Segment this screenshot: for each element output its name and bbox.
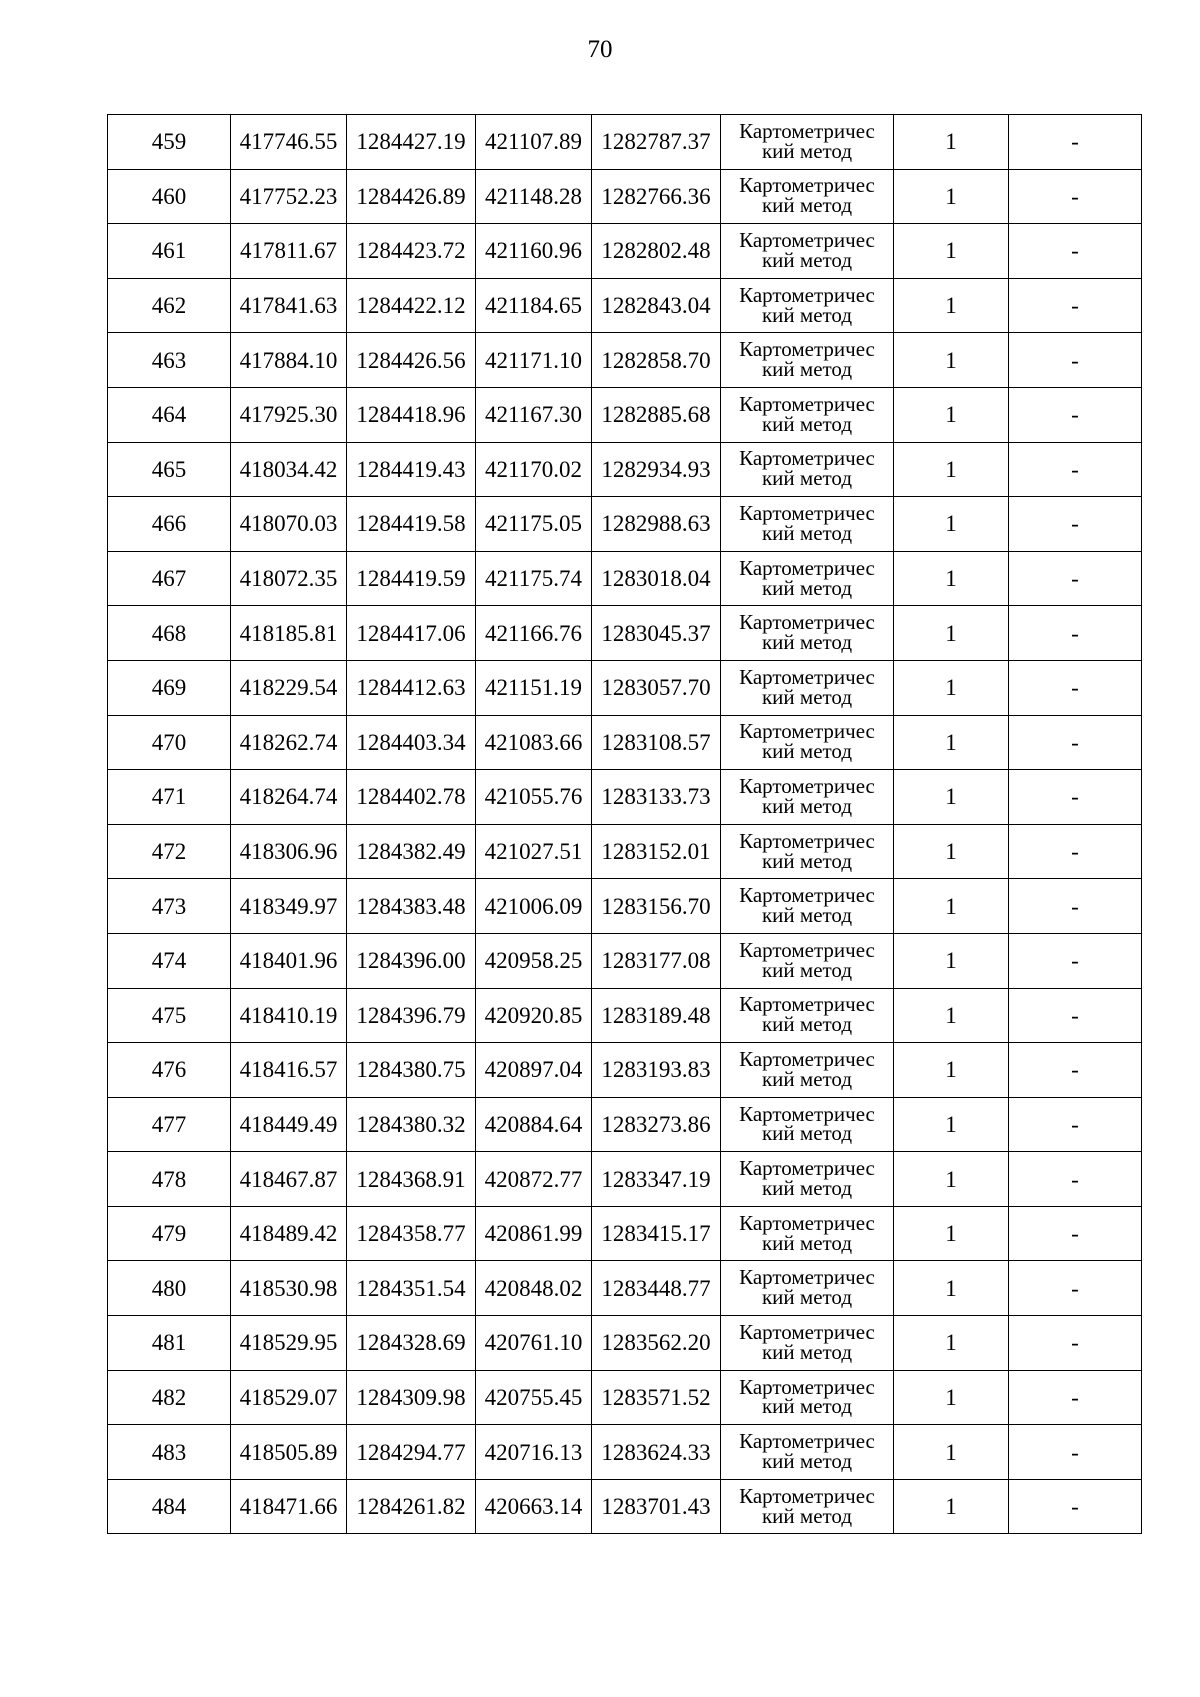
y-old-cell: 1284328.69: [347, 1316, 476, 1371]
x-old-cell: 418529.07: [231, 1370, 347, 1425]
point-number-cell: 463: [108, 333, 231, 388]
table-row: [108, 1261, 1142, 1316]
table-row: [108, 1479, 1142, 1534]
y-old-cell: 1284417.06: [347, 606, 476, 661]
method-cell: Картометричес кий метод: [721, 278, 894, 333]
x-new-cell: 421160.96: [476, 224, 592, 279]
note-cell: -: [1009, 879, 1142, 934]
y-new-cell: 1283347.19: [592, 1152, 721, 1207]
y-old-cell: 1284358.77: [347, 1206, 476, 1261]
x-new-cell: 421148.28: [476, 169, 592, 224]
x-new-cell: 420761.10: [476, 1316, 592, 1371]
y-old-cell: 1284261.82: [347, 1479, 476, 1534]
point-number-cell: 483: [108, 1425, 231, 1480]
point-number-cell: 466: [108, 497, 231, 552]
accuracy-cell: 1: [894, 442, 1009, 497]
x-new-cell: 421006.09: [476, 879, 592, 934]
y-old-cell: 1284294.77: [347, 1425, 476, 1480]
y-old-cell: 1284380.32: [347, 1097, 476, 1152]
note-cell: -: [1009, 551, 1142, 606]
x-new-cell: 421027.51: [476, 824, 592, 879]
accuracy-cell: 1: [894, 1479, 1009, 1534]
y-new-cell: 1283562.20: [592, 1316, 721, 1371]
x-new-cell: 420848.02: [476, 1261, 592, 1316]
y-old-cell: 1284426.56: [347, 333, 476, 388]
x-new-cell: 420755.45: [476, 1370, 592, 1425]
method-cell: Картометричес кий метод: [721, 770, 894, 825]
x-new-cell: 421170.02: [476, 442, 592, 497]
point-number-cell: 470: [108, 715, 231, 770]
method-cell: Картометричес кий метод: [721, 660, 894, 715]
method-cell: Картометричес кий метод: [721, 879, 894, 934]
y-new-cell: 1283057.70: [592, 660, 721, 715]
x-old-cell: 418229.54: [231, 660, 347, 715]
accuracy-cell: 1: [894, 497, 1009, 552]
y-new-cell: 1283045.37: [592, 606, 721, 661]
note-cell: -: [1009, 824, 1142, 879]
table-row: [108, 606, 1142, 661]
table-body: [108, 115, 1142, 1534]
table-row: [108, 1316, 1142, 1371]
x-old-cell: 418467.87: [231, 1152, 347, 1207]
table-row: [108, 824, 1142, 879]
table-row: [108, 169, 1142, 224]
y-old-cell: 1284422.12: [347, 278, 476, 333]
y-old-cell: 1284426.89: [347, 169, 476, 224]
note-cell: -: [1009, 1425, 1142, 1480]
x-old-cell: 418349.97: [231, 879, 347, 934]
y-new-cell: 1282934.93: [592, 442, 721, 497]
table-row: [108, 1370, 1142, 1425]
x-old-cell: 418410.19: [231, 988, 347, 1043]
accuracy-cell: 1: [894, 1261, 1009, 1316]
method-cell: Картометричес кий метод: [721, 333, 894, 388]
y-old-cell: 1284403.34: [347, 715, 476, 770]
y-new-cell: 1282885.68: [592, 387, 721, 442]
point-number-cell: 460: [108, 169, 231, 224]
method-cell: Картометричес кий метод: [721, 1261, 894, 1316]
method-cell: Картометричес кий метод: [721, 824, 894, 879]
x-old-cell: 418070.03: [231, 497, 347, 552]
note-cell: -: [1009, 497, 1142, 552]
method-cell: Картометричес кий метод: [721, 988, 894, 1043]
y-old-cell: 1284402.78: [347, 770, 476, 825]
point-number-cell: 477: [108, 1097, 231, 1152]
y-old-cell: 1284419.58: [347, 497, 476, 552]
method-cell: Картометричес кий метод: [721, 115, 894, 170]
x-old-cell: 418449.49: [231, 1097, 347, 1152]
point-number-cell: 484: [108, 1479, 231, 1534]
y-new-cell: 1283177.08: [592, 933, 721, 988]
note-cell: -: [1009, 333, 1142, 388]
point-number-cell: 464: [108, 387, 231, 442]
coordinates-table: [107, 114, 1142, 1534]
accuracy-cell: 1: [894, 770, 1009, 825]
y-old-cell: 1284382.49: [347, 824, 476, 879]
accuracy-cell: 1: [894, 169, 1009, 224]
x-old-cell: 418262.74: [231, 715, 347, 770]
method-cell: Картометричес кий метод: [721, 1043, 894, 1098]
table-row: [108, 1097, 1142, 1152]
method-cell: Картометричес кий метод: [721, 1152, 894, 1207]
x-old-cell: 417925.30: [231, 387, 347, 442]
method-cell: Картометричес кий метод: [721, 1479, 894, 1534]
table-row: [108, 1043, 1142, 1098]
table-row: [108, 1152, 1142, 1207]
method-cell: Картометричес кий метод: [721, 1370, 894, 1425]
table-row: [108, 879, 1142, 934]
x-new-cell: 420897.04: [476, 1043, 592, 1098]
method-cell: Картометричес кий метод: [721, 442, 894, 497]
x-old-cell: 418471.66: [231, 1479, 347, 1534]
y-new-cell: 1283448.77: [592, 1261, 721, 1316]
point-number-cell: 461: [108, 224, 231, 279]
point-number-cell: 471: [108, 770, 231, 825]
note-cell: -: [1009, 1152, 1142, 1207]
y-new-cell: 1283273.86: [592, 1097, 721, 1152]
note-cell: -: [1009, 715, 1142, 770]
y-old-cell: 1284380.75: [347, 1043, 476, 1098]
y-new-cell: 1283152.01: [592, 824, 721, 879]
x-old-cell: 418185.81: [231, 606, 347, 661]
note-cell: -: [1009, 169, 1142, 224]
y-old-cell: 1284412.63: [347, 660, 476, 715]
note-cell: -: [1009, 770, 1142, 825]
table-row: [108, 333, 1142, 388]
x-new-cell: 421175.05: [476, 497, 592, 552]
table-row: [108, 1206, 1142, 1261]
x-old-cell: 418505.89: [231, 1425, 347, 1480]
note-cell: -: [1009, 442, 1142, 497]
point-number-cell: 465: [108, 442, 231, 497]
y-old-cell: 1284368.91: [347, 1152, 476, 1207]
x-new-cell: 421083.66: [476, 715, 592, 770]
table-row: [108, 660, 1142, 715]
method-cell: Картометричес кий метод: [721, 606, 894, 661]
y-new-cell: 1283156.70: [592, 879, 721, 934]
point-number-cell: 468: [108, 606, 231, 661]
note-cell: -: [1009, 1097, 1142, 1152]
y-new-cell: 1283108.57: [592, 715, 721, 770]
point-number-cell: 474: [108, 933, 231, 988]
x-old-cell: 418416.57: [231, 1043, 347, 1098]
point-number-cell: 481: [108, 1316, 231, 1371]
table-row: [108, 224, 1142, 279]
method-cell: Картометричес кий метод: [721, 1316, 894, 1371]
point-number-cell: 459: [108, 115, 231, 170]
x-new-cell: 420884.64: [476, 1097, 592, 1152]
accuracy-cell: 1: [894, 715, 1009, 770]
y-old-cell: 1284396.79: [347, 988, 476, 1043]
point-number-cell: 473: [108, 879, 231, 934]
y-old-cell: 1284396.00: [347, 933, 476, 988]
method-cell: Картометричес кий метод: [721, 224, 894, 279]
y-old-cell: 1284423.72: [347, 224, 476, 279]
note-cell: -: [1009, 660, 1142, 715]
x-new-cell: 421107.89: [476, 115, 592, 170]
accuracy-cell: 1: [894, 606, 1009, 661]
note-cell: -: [1009, 1261, 1142, 1316]
accuracy-cell: 1: [894, 387, 1009, 442]
x-new-cell: 421171.10: [476, 333, 592, 388]
y-new-cell: 1282766.36: [592, 169, 721, 224]
x-new-cell: 421151.19: [476, 660, 592, 715]
point-number-cell: 462: [108, 278, 231, 333]
x-old-cell: 418529.95: [231, 1316, 347, 1371]
table-row: [108, 1425, 1142, 1480]
method-cell: Картометричес кий метод: [721, 551, 894, 606]
point-number-cell: 476: [108, 1043, 231, 1098]
note-cell: -: [1009, 115, 1142, 170]
note-cell: -: [1009, 1479, 1142, 1534]
point-number-cell: 472: [108, 824, 231, 879]
method-cell: Картометричес кий метод: [721, 1206, 894, 1261]
x-old-cell: 417884.10: [231, 333, 347, 388]
point-number-cell: 478: [108, 1152, 231, 1207]
accuracy-cell: 1: [894, 1370, 1009, 1425]
table-row: [108, 551, 1142, 606]
table-row: [108, 770, 1142, 825]
point-number-cell: 467: [108, 551, 231, 606]
x-new-cell: 420663.14: [476, 1479, 592, 1534]
x-new-cell: 421175.74: [476, 551, 592, 606]
note-cell: -: [1009, 278, 1142, 333]
table-row: [108, 442, 1142, 497]
table-row: [108, 715, 1142, 770]
point-number-cell: 479: [108, 1206, 231, 1261]
y-old-cell: 1284427.19: [347, 115, 476, 170]
y-new-cell: 1283415.17: [592, 1206, 721, 1261]
method-cell: Картометричес кий метод: [721, 933, 894, 988]
point-number-cell: 480: [108, 1261, 231, 1316]
x-new-cell: 421166.76: [476, 606, 592, 661]
method-cell: Картометричес кий метод: [721, 387, 894, 442]
note-cell: -: [1009, 933, 1142, 988]
x-old-cell: 418401.96: [231, 933, 347, 988]
note-cell: -: [1009, 606, 1142, 661]
accuracy-cell: 1: [894, 551, 1009, 606]
y-old-cell: 1284351.54: [347, 1261, 476, 1316]
x-new-cell: 420920.85: [476, 988, 592, 1043]
y-new-cell: 1283193.83: [592, 1043, 721, 1098]
accuracy-cell: 1: [894, 333, 1009, 388]
accuracy-cell: 1: [894, 824, 1009, 879]
y-old-cell: 1284419.59: [347, 551, 476, 606]
accuracy-cell: 1: [894, 933, 1009, 988]
x-new-cell: 420958.25: [476, 933, 592, 988]
accuracy-cell: 1: [894, 1425, 1009, 1480]
method-cell: Картометричес кий метод: [721, 715, 894, 770]
accuracy-cell: 1: [894, 1206, 1009, 1261]
method-cell: Картометричес кий метод: [721, 497, 894, 552]
accuracy-cell: 1: [894, 1097, 1009, 1152]
x-old-cell: 418072.35: [231, 551, 347, 606]
x-old-cell: 418264.74: [231, 770, 347, 825]
method-cell: Картометричес кий метод: [721, 1097, 894, 1152]
y-new-cell: 1283189.48: [592, 988, 721, 1043]
x-new-cell: 420716.13: [476, 1425, 592, 1480]
accuracy-cell: 1: [894, 278, 1009, 333]
method-cell: Картометричес кий метод: [721, 169, 894, 224]
x-old-cell: 418306.96: [231, 824, 347, 879]
x-new-cell: 420872.77: [476, 1152, 592, 1207]
accuracy-cell: 1: [894, 1043, 1009, 1098]
y-new-cell: 1283571.52: [592, 1370, 721, 1425]
y-old-cell: 1284383.48: [347, 879, 476, 934]
note-cell: -: [1009, 387, 1142, 442]
point-number-cell: 482: [108, 1370, 231, 1425]
y-new-cell: 1283133.73: [592, 770, 721, 825]
table-row: [108, 933, 1142, 988]
y-new-cell: 1282988.63: [592, 497, 721, 552]
y-new-cell: 1282843.04: [592, 278, 721, 333]
x-old-cell: 417746.55: [231, 115, 347, 170]
x-old-cell: 418530.98: [231, 1261, 347, 1316]
note-cell: -: [1009, 1043, 1142, 1098]
method-cell: Картометричес кий метод: [721, 1425, 894, 1480]
table-row: [108, 988, 1142, 1043]
y-new-cell: 1283624.33: [592, 1425, 721, 1480]
x-new-cell: 421167.30: [476, 387, 592, 442]
page-number: 70: [587, 36, 613, 63]
note-cell: -: [1009, 988, 1142, 1043]
accuracy-cell: 1: [894, 224, 1009, 279]
y-old-cell: 1284309.98: [347, 1370, 476, 1425]
accuracy-cell: 1: [894, 115, 1009, 170]
x-new-cell: 421055.76: [476, 770, 592, 825]
note-cell: -: [1009, 1370, 1142, 1425]
note-cell: -: [1009, 1316, 1142, 1371]
table-row: [108, 497, 1142, 552]
x-old-cell: 417811.67: [231, 224, 347, 279]
x-old-cell: 418034.42: [231, 442, 347, 497]
x-old-cell: 417841.63: [231, 278, 347, 333]
table-row: [108, 278, 1142, 333]
y-new-cell: 1282787.37: [592, 115, 721, 170]
accuracy-cell: 1: [894, 1152, 1009, 1207]
y-new-cell: 1282802.48: [592, 224, 721, 279]
y-new-cell: 1283018.04: [592, 551, 721, 606]
table-row: [108, 115, 1142, 170]
accuracy-cell: 1: [894, 879, 1009, 934]
accuracy-cell: 1: [894, 660, 1009, 715]
accuracy-cell: 1: [894, 988, 1009, 1043]
note-cell: -: [1009, 1206, 1142, 1261]
point-number-cell: 469: [108, 660, 231, 715]
x-old-cell: 417752.23: [231, 169, 347, 224]
y-new-cell: 1282858.70: [592, 333, 721, 388]
x-old-cell: 418489.42: [231, 1206, 347, 1261]
accuracy-cell: 1: [894, 1316, 1009, 1371]
note-cell: -: [1009, 224, 1142, 279]
point-number-cell: 475: [108, 988, 231, 1043]
x-new-cell: 420861.99: [476, 1206, 592, 1261]
x-new-cell: 421184.65: [476, 278, 592, 333]
y-old-cell: 1284419.43: [347, 442, 476, 497]
table-row: [108, 387, 1142, 442]
y-old-cell: 1284418.96: [347, 387, 476, 442]
y-new-cell: 1283701.43: [592, 1479, 721, 1534]
